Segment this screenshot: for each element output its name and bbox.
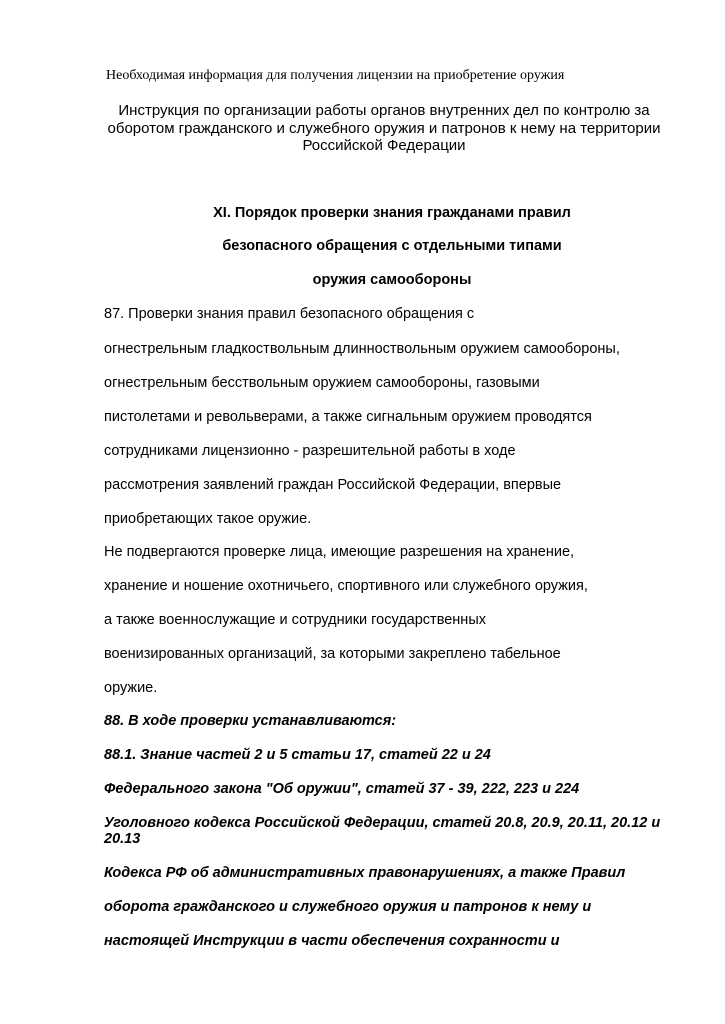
section-heading-line: XI. Порядок проверки знания гражданами правил	[213, 205, 571, 221]
bold-italic-line: Уголовного кодекса Российской Федерации, статей 20.8, 20.9, 20.11, 20.12 и	[104, 815, 661, 831]
section-heading-line: оружия самообороны	[312, 272, 472, 288]
header-note: Необходимая информация для получения лицензии на приобретение оружия	[106, 68, 565, 83]
text-line: сотрудниками лицензионно - разрешительной работы в ходе	[104, 443, 516, 459]
section-heading-line: безопасного обращения с отдельными типами	[222, 238, 562, 254]
text-line: оружие.	[104, 680, 158, 696]
instruction-title-line: Инструкция по организации работы органов внутренних дел по контролю за	[118, 102, 650, 119]
text-line: рассмотрения заявлений граждан Российской Федерации, впервые	[104, 477, 562, 493]
text-line: пистолетами и револьверами, а также сигнальным оружием проводятся	[104, 409, 592, 425]
bold-italic-line: оборота гражданского и служебного оружия и патронов к нему и	[104, 899, 592, 915]
text-line: хранение и ношение охотничьего, спортивного или служебного оружия,	[104, 578, 588, 594]
bold-italic-line: Кодекса РФ об административных правонарушениях, а также Правил	[104, 865, 626, 881]
instruction-title	[95, 102, 673, 155]
bold-italic-line: настоящей Инструкции в части обеспечения сохранности и	[104, 933, 560, 949]
bold-italic-line: 20.13	[104, 831, 141, 847]
instruction-title-line: оборотом гражданского и служебного оружия и патронов к нему на территории	[107, 119, 661, 137]
text-line: приобретающих такое оружие.	[104, 511, 312, 527]
bold-italic-line: 88. В ходе проверки устанавливаются:	[104, 713, 397, 729]
text-line: огнестрельным гладкоствольным длинноствольным оружием самообороны,	[104, 341, 620, 357]
text-line: а также военнослужащие и сотрудники государственных	[104, 612, 486, 628]
bold-italic-line: 88.1. Знание частей 2 и 5 статьи 17, статей 22 и 24	[104, 747, 491, 763]
text-line: военизированных организаций, за которыми закреплено табельное	[104, 646, 561, 662]
bold-italic-line: Федерального закона "Об оружии", статей 37 - 39, 222, 223 и 224	[104, 781, 580, 797]
text-line: 87. Проверки знания правил безопасного обращения с	[104, 306, 475, 322]
text-line: Не подвергаются проверке лица, имеющие разрешения на хранение,	[104, 544, 575, 560]
instruction-title-line: Российской Федерации	[302, 137, 466, 154]
text-line: огнестрельным бесствольным оружием самообороны, газовыми	[104, 375, 540, 391]
